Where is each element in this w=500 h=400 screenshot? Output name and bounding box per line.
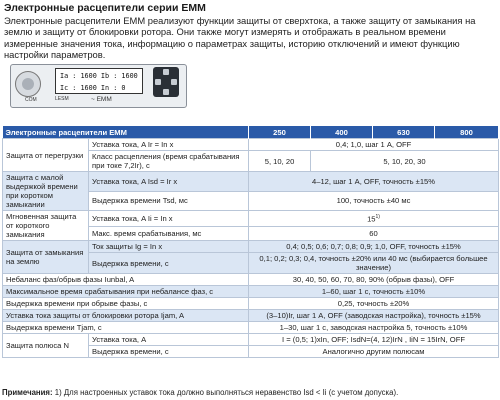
group-label: Мгновенная защита от короткого замыкания: [3, 211, 89, 241]
param-value: [249, 211, 499, 227]
header-800: 800: [435, 126, 499, 139]
footnote-text: 1) Для настроенных уставок тока должно выполняться неравенство Isd < Ii (с учетом допуска).: [54, 388, 399, 397]
param-value: 60: [249, 226, 499, 240]
param-value: 0,1; 0,2; 0,3; 0,4, точность ±20% или 40 мс (выбирается большее значение): [249, 253, 499, 274]
header-630: 630: [373, 126, 435, 139]
instant-value: 15: [367, 214, 376, 224]
group-label: Защита от перегрузки: [3, 139, 89, 172]
table-row: [3, 172, 499, 192]
footnote-label: Примечания:: [2, 388, 53, 397]
param-value: 5, 10, 20, 30: [311, 151, 499, 172]
lcd-display: [55, 68, 143, 94]
param-value: Аналогично другим полюсам: [249, 346, 499, 358]
param-label: Выдержка времени при обрыве фазы, с: [3, 298, 249, 310]
group-label: Защита от замыкания на землю: [3, 241, 89, 274]
table-header-row: [3, 126, 499, 139]
param-value: 100, точность ±40 мс: [249, 191, 499, 211]
param-value: I = (0,5; 1)xIn, OFF; IsdN=(4, 12)IrN , IiN = 15IrN, OFF: [249, 334, 499, 346]
param-value: 0,4; 0,5; 0,6; 0,7; 0,8; 0,9; 1,0, OFF, точность ±15%: [249, 241, 499, 253]
section-title: Электронные расцепители серии EMM: [4, 2, 206, 14]
param-label: Выдержка времени, с: [89, 253, 249, 274]
param-label: Максимальное время срабатывания при небалансе фаз, с: [3, 286, 249, 298]
com-label: COM: [25, 97, 37, 103]
table-row: [3, 334, 499, 346]
lcd-line-1: Ia : 1600 Ib : 1600: [60, 72, 138, 80]
emm-trip-unit-image: [10, 64, 187, 108]
param-label: Небаланс фаз/обрыв фазы Iunbal, A: [3, 274, 249, 286]
param-value: 0,25, точность ±20%: [249, 298, 499, 310]
param-value: 0,4; 1,0, шаг 1 A, OFF: [249, 139, 499, 151]
footnote: [2, 388, 398, 397]
table-row: [3, 310, 499, 322]
param-label: Ток защиты Ig = In x: [89, 241, 249, 253]
param-label: Выдержка времени Tjam, с: [3, 322, 249, 334]
param-label: Выдержка времени, с: [89, 346, 249, 358]
param-label: Уставка тока, A Ir = In x: [89, 139, 249, 151]
table-row: [3, 298, 499, 310]
param-label: Класс расцепления (время срабатывания при токе 7,2Ir), с: [89, 151, 249, 172]
header-250: 250: [249, 126, 311, 139]
device-brand: ~ EMM: [91, 96, 112, 103]
param-label: Уставка тока, A: [89, 334, 249, 346]
lesm-label: LESM: [55, 96, 69, 102]
header-name: Электронные расцепители EMM: [3, 126, 249, 139]
param-value: (3–10)Ir, шаг 1 A, OFF (заводская настройка), точность ±15%: [249, 310, 499, 322]
footnote-ref: 1): [375, 214, 380, 221]
intro-paragraph: Электронные расцепители EMM реализуют функции защиты от сверхтока, а также защиту от замыкания на землю и защиту от блокировки ротора. Они также могут измерять и отображать в реальном времени измеренные значения тока, информацию о параметрах защиты, историю отключений и имеют функцию настройки параметров.: [4, 15, 476, 61]
param-label: Макс. время срабатывания, мс: [89, 226, 249, 240]
param-value: 4–12, шаг 1 A, OFF, точность ±15%: [249, 172, 499, 192]
header-400: 400: [311, 126, 373, 139]
lcd-line-2: Ic : 1600 In : 0: [60, 84, 126, 92]
group-label: Защита полюса N: [3, 334, 89, 358]
param-label: Выдержка времени Tsd, мс: [89, 191, 249, 211]
param-label: Уставка тока, A Ii = In x: [89, 211, 249, 227]
param-label: Уставка тока, A Isd = Ir x: [89, 172, 249, 192]
group-label: Защита с малой выдержкой времени при коротком замыкании: [3, 172, 89, 211]
table-row: [3, 274, 499, 286]
table-row: [3, 139, 499, 151]
param-value: 1–30, шаг 1 с, заводская настройка 5, точность ±10%: [249, 322, 499, 334]
param-value: 5, 10, 20: [249, 151, 311, 172]
param-value: 1–60, шаг 1 с, точность ±10%: [249, 286, 499, 298]
param-value: 30, 40, 50, 60, 70, 80, 90% (обрыв фазы), OFF: [249, 274, 499, 286]
table-row: [3, 211, 499, 227]
table-row: [3, 241, 499, 253]
connector-icon: [15, 71, 41, 97]
spec-table: [2, 126, 499, 358]
table-row: [3, 322, 499, 334]
table-row: [3, 286, 499, 298]
param-label: Уставка тока защиты от блокировки ротора Ijam, A: [3, 310, 249, 322]
keypad-icon: [153, 67, 179, 97]
